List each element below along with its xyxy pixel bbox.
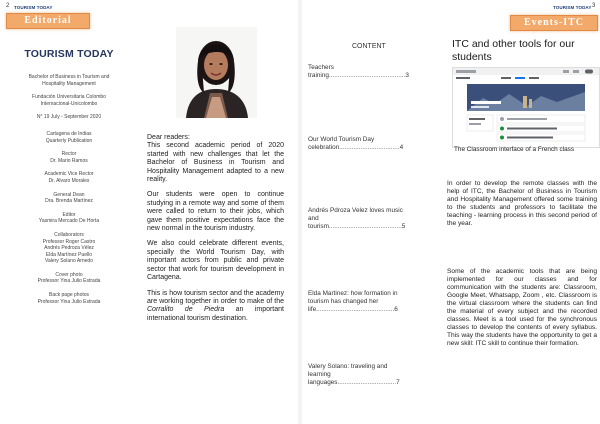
toc-text: languages xyxy=(308,378,338,386)
toc-page: 3 xyxy=(405,71,409,79)
letter-paragraph xyxy=(147,290,284,324)
toc-dots: ............................................ xyxy=(316,305,395,313)
staff-role: Cover photo xyxy=(55,271,83,278)
toc-item-valery[interactable] xyxy=(308,363,430,386)
classroom-screenshot xyxy=(452,67,600,148)
toc-dots: .................................. xyxy=(339,143,400,151)
institution-line: Internacional-Unicolombo xyxy=(40,100,98,107)
staff-role: Editor xyxy=(62,211,76,218)
toc-page: 7 xyxy=(396,378,400,386)
letter-italic: Corralito de Piedra xyxy=(147,306,225,314)
staff-name: Elda Martínez Puello xyxy=(45,251,93,258)
magazine-title: TOURISM TODAY xyxy=(24,48,114,60)
article-paragraph-2 xyxy=(447,268,597,348)
publication-line: Quarterly Publication xyxy=(45,137,93,144)
content-title: CONTENT xyxy=(352,43,386,50)
staff-cover-photo xyxy=(6,272,132,285)
staff-editor xyxy=(6,212,132,225)
staff-name: Professor Yina Julio Estrada xyxy=(37,278,101,285)
staff-name: Dra. Brenda Martínez xyxy=(45,198,93,205)
staff-name: Valery Solano Arnedo xyxy=(45,258,93,265)
editor-photo xyxy=(176,27,257,118)
toc-text: tourism xyxy=(308,222,329,230)
article-paragraph-1 xyxy=(447,180,597,228)
toc-dots: ......................................... xyxy=(328,222,402,230)
letter-paragraph: This second academic period of 2020 started with new challenges that let the Bachelor of Business in Tourism and Hospitality Management adapted to a new reality. xyxy=(147,142,284,184)
toc-line: and xyxy=(308,214,319,222)
staff-role: Academic Vice Rector xyxy=(44,171,94,178)
portrait-illustration xyxy=(176,27,257,118)
letter-paragraph: We also could celebrate different events, specially the World Tourism Day, with important actors from public and private sector that work for tourism development in Cartagena. xyxy=(147,240,284,282)
toc-dots: ................................. xyxy=(337,378,397,386)
article-title: ITC and other tools for our students xyxy=(452,38,575,63)
staff-dean xyxy=(6,192,132,205)
institution-line: Fundación Universitaria Colombo xyxy=(32,94,106,101)
toc-item-teachers[interactable] xyxy=(308,64,430,80)
page-number-left: 2 xyxy=(6,3,10,9)
toc-last-line xyxy=(308,379,430,387)
publication-block xyxy=(6,131,132,144)
toc-last-line xyxy=(308,223,430,231)
program-line: Bachelor of Business in Tourism and xyxy=(28,74,110,80)
staff-back-photos xyxy=(6,292,132,305)
institution-block xyxy=(6,94,132,107)
toc-item-elda[interactable] xyxy=(308,290,430,313)
toc-line: Andrés Pdroza Velez loves music xyxy=(308,207,403,214)
toc-item-andres[interactable] xyxy=(308,207,430,230)
staff-role: Back page photos xyxy=(48,292,90,299)
toc-page: 4 xyxy=(399,143,404,151)
staff-name: Professor Yina Julio Estrada xyxy=(37,298,101,305)
article-text: In order to develop the remote classes with the help of ITC, the Bachelor of Business in Tourism and Hospitality Management offered some training to the students and professors to facilitate the teaching - learning process in this second period of the year. xyxy=(447,180,597,227)
screenshot-caption: The Classroom interface of a French class xyxy=(454,146,575,153)
staff-name: Yasmira Mercado De Horta xyxy=(38,218,100,225)
program-line: Hospitality Management xyxy=(42,80,96,87)
staff-role: General Dean xyxy=(53,191,85,198)
staff-collaborators xyxy=(6,232,132,265)
program-block xyxy=(6,74,132,87)
toc-line: Our World Tourism Day xyxy=(308,136,375,143)
letter-greeting: Dear readers: xyxy=(147,134,190,141)
staff-name: Andrés Pedroza Vélez xyxy=(44,245,94,252)
toc-last-line xyxy=(308,144,430,152)
staff-name: Professor Roger Castro xyxy=(42,238,96,245)
letter-text: an important international tourism destination. xyxy=(147,306,284,322)
toc-text: life xyxy=(308,305,317,313)
letter-text: This is how tourism sector and the academy are working together in order to make of the xyxy=(147,289,284,305)
toc-last-line xyxy=(308,72,430,80)
staff-rector xyxy=(6,151,132,164)
section-tag-events-itc: Events-ITC xyxy=(510,15,598,31)
publication-line: Cartagena de Indias xyxy=(46,130,92,137)
staff-role: Rector xyxy=(61,151,77,158)
running-head-left: TOURISM TODAY xyxy=(14,5,53,10)
section-tag-editorial: Editorial xyxy=(6,13,90,29)
toc-page: 6 xyxy=(394,305,398,313)
classroom-interface-illustration xyxy=(453,68,599,147)
article-text: Some of the academic tools that are being implemented for our classes and for communication with the students are: Classroom, Google Meet, Whatsapp, Zoom , etc. Classroom is the virtual classroom where the students can find the material of every subject and the recorded classes. Meet is a tool used for the synchronous classes to develop the contents of every syllabus. This way the students have the opportunity to get a new skill: ITC skill to continue their formation. xyxy=(447,268,597,347)
letter-paragraph: Our students were open to continue studying in a remote way and some of them were called to return to their jobs, which gave them positive expectations face the new normal in the tourism industry. xyxy=(147,191,284,233)
masthead-column xyxy=(6,48,132,312)
toc-line: Valery Solano: traveling and xyxy=(308,363,388,370)
issue-line: N° 19 July - September 2020 xyxy=(36,114,102,121)
toc-line: Elda Martinez: how formation in xyxy=(308,290,398,297)
staff-name: Dr. Alvaro Morales xyxy=(48,177,90,184)
toc-dots: ........................................... xyxy=(328,71,406,79)
toc-text: celebration xyxy=(308,143,340,151)
toc-item-world-tourism-day[interactable] xyxy=(308,136,430,152)
toc-last-line xyxy=(308,306,430,314)
toc-text: training xyxy=(308,71,329,79)
toc-page: 5 xyxy=(401,222,406,230)
toc-line: Teachers xyxy=(308,64,334,71)
staff-role: Collaborators xyxy=(54,231,84,238)
staff-name: Dr. Mario Ramos xyxy=(50,157,88,164)
staff-vice-rector xyxy=(6,171,132,184)
toc-line: tourism has changed her xyxy=(308,297,379,305)
toc-line: learning xyxy=(308,370,331,378)
editor-letter xyxy=(147,134,284,330)
page-spine xyxy=(297,0,303,424)
page-number-right: 3 xyxy=(592,3,596,9)
running-head-right: TOURISM TODAY xyxy=(553,5,592,10)
